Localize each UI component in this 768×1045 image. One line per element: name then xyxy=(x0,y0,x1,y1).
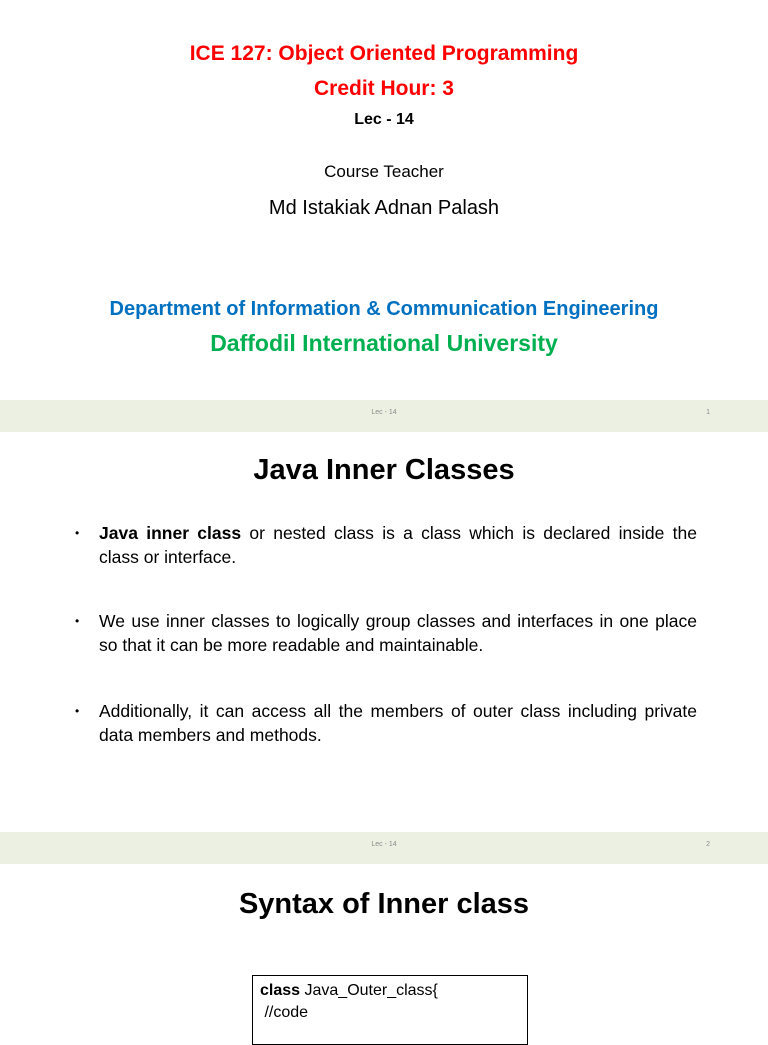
bullet-item xyxy=(75,609,697,657)
bullet-item xyxy=(75,699,697,747)
slide-footer xyxy=(0,400,768,432)
title-slide xyxy=(0,0,768,400)
lecture-number: Lec - 14 xyxy=(354,111,414,128)
footer-lecture: Lec - 14 xyxy=(371,409,397,416)
bullet-icon: • xyxy=(75,614,80,628)
content-slide xyxy=(0,432,768,832)
footer-page-number: 1 xyxy=(706,409,710,416)
code-keyword: class xyxy=(260,982,301,999)
code-block xyxy=(252,975,528,1045)
footer-page-number: 2 xyxy=(706,841,710,848)
slide-title: Syntax of Inner class xyxy=(238,888,530,920)
bullet-icon: • xyxy=(75,526,80,540)
bullet-item xyxy=(75,521,697,569)
bullet-text-rest: or nested class is a class which is declared inside the class or interface. xyxy=(99,523,697,567)
bullet-text: We use inner classes to logically group classes and interfaces in one place so that it can be more readable and maintainable. xyxy=(99,611,697,655)
bullet-text: Additionally, it can access all the members of outer class including private data members and methods. xyxy=(99,701,697,745)
footer-lecture: Lec - 14 xyxy=(371,841,397,848)
bullet-icon: • xyxy=(75,704,80,718)
teacher-name: Md Istakiak Adnan Palash xyxy=(268,197,500,219)
syntax-slide xyxy=(0,864,768,1024)
bullet-text xyxy=(99,521,697,569)
course-title: ICE 127: Object Oriented Programming xyxy=(189,42,579,65)
code-comment: //code xyxy=(260,1004,309,1021)
university-name: Daffodil International University xyxy=(210,330,558,356)
teacher-label: Course Teacher xyxy=(324,162,444,181)
slide-title: Java Inner Classes xyxy=(253,454,515,486)
slide-footer xyxy=(0,832,768,864)
bullet-bold-term: Java inner class xyxy=(99,523,242,543)
code-text: Java_Outer_class{ xyxy=(300,982,438,999)
department-name: Department of Information & Communication Engineering xyxy=(109,298,659,320)
credit-hour: Credit Hour: 3 xyxy=(313,77,454,100)
code-line xyxy=(260,980,520,1002)
